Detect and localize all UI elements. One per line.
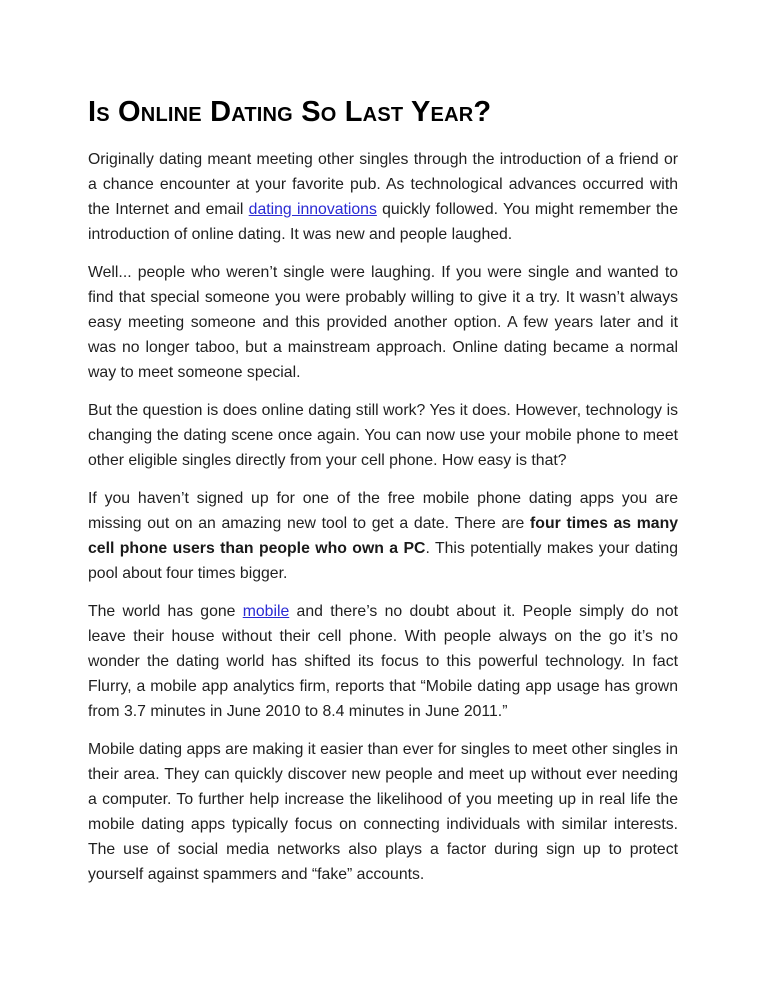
text-run: But the question is does online dating still work? Yes it does. However, technology is changing the dating scene once again. You can now use your mobile phone to meet other eligible singles directly from your cell phone. How easy is that? xyxy=(88,402,678,470)
paragraph xyxy=(88,599,678,724)
bold-text: four times as many cell phone users than people who own a PC xyxy=(88,515,678,558)
paragraph xyxy=(88,260,678,385)
inline-link[interactable]: mobile xyxy=(242,603,290,621)
paragraph xyxy=(88,486,678,586)
article-title: Is Online Dating So Last Year? xyxy=(88,96,492,128)
text-run: quickly followed. You might remember the introduction of online dating. It was new and people laughed. xyxy=(88,201,678,244)
text-run: Mobile dating apps are making it easier than ever for singles to meet other singles in their area. They can quickly discover new people and meet up without ever needing a computer. To further help increase the likelihood of you meeting up in real life the mobile dating apps typically focus on connecting individuals with similar interests. The use of social media networks also plays a factor during sign up to protect yourself against spammers and “fake” accounts. xyxy=(88,741,678,884)
paragraph xyxy=(88,398,678,473)
text-run: . This potentially makes your dating pool about four times bigger. xyxy=(88,540,678,583)
article-body xyxy=(88,147,678,887)
paragraph xyxy=(88,147,678,247)
text-run: Originally dating meant meeting other singles through the introduction of a friend or a chance encounter at your favorite pub. As technological advances occurred with the Internet and email xyxy=(88,151,678,219)
text-run: and there’s no doubt about it. People simply do not leave their house without their cell phone. With people always on the go it’s no wonder the dating world has shifted its focus to this powerful technology. In fact Flurry, a mobile app analytics firm, reports that “Mobile dating app usage has grown from 3.7 minutes in June 2010 to 8.4 minutes in June 2011.” xyxy=(88,603,678,721)
text-run: If you haven’t signed up for one of the free mobile phone dating apps you are missing out on an amazing new tool to get a date. There are xyxy=(88,490,678,533)
paragraph xyxy=(88,737,678,887)
text-run: The world has gone xyxy=(88,603,243,621)
text-run: Well... people who weren’t single were laughing. If you were single and wanted to find that special someone you were probably willing to give it a try. It wasn’t always easy meeting someone and this provided another option. A few years later and it was no longer taboo, but a mainstream approach. Online dating became a normal way to meet someone special. xyxy=(88,264,678,382)
inline-link[interactable]: dating innovations xyxy=(248,201,377,219)
